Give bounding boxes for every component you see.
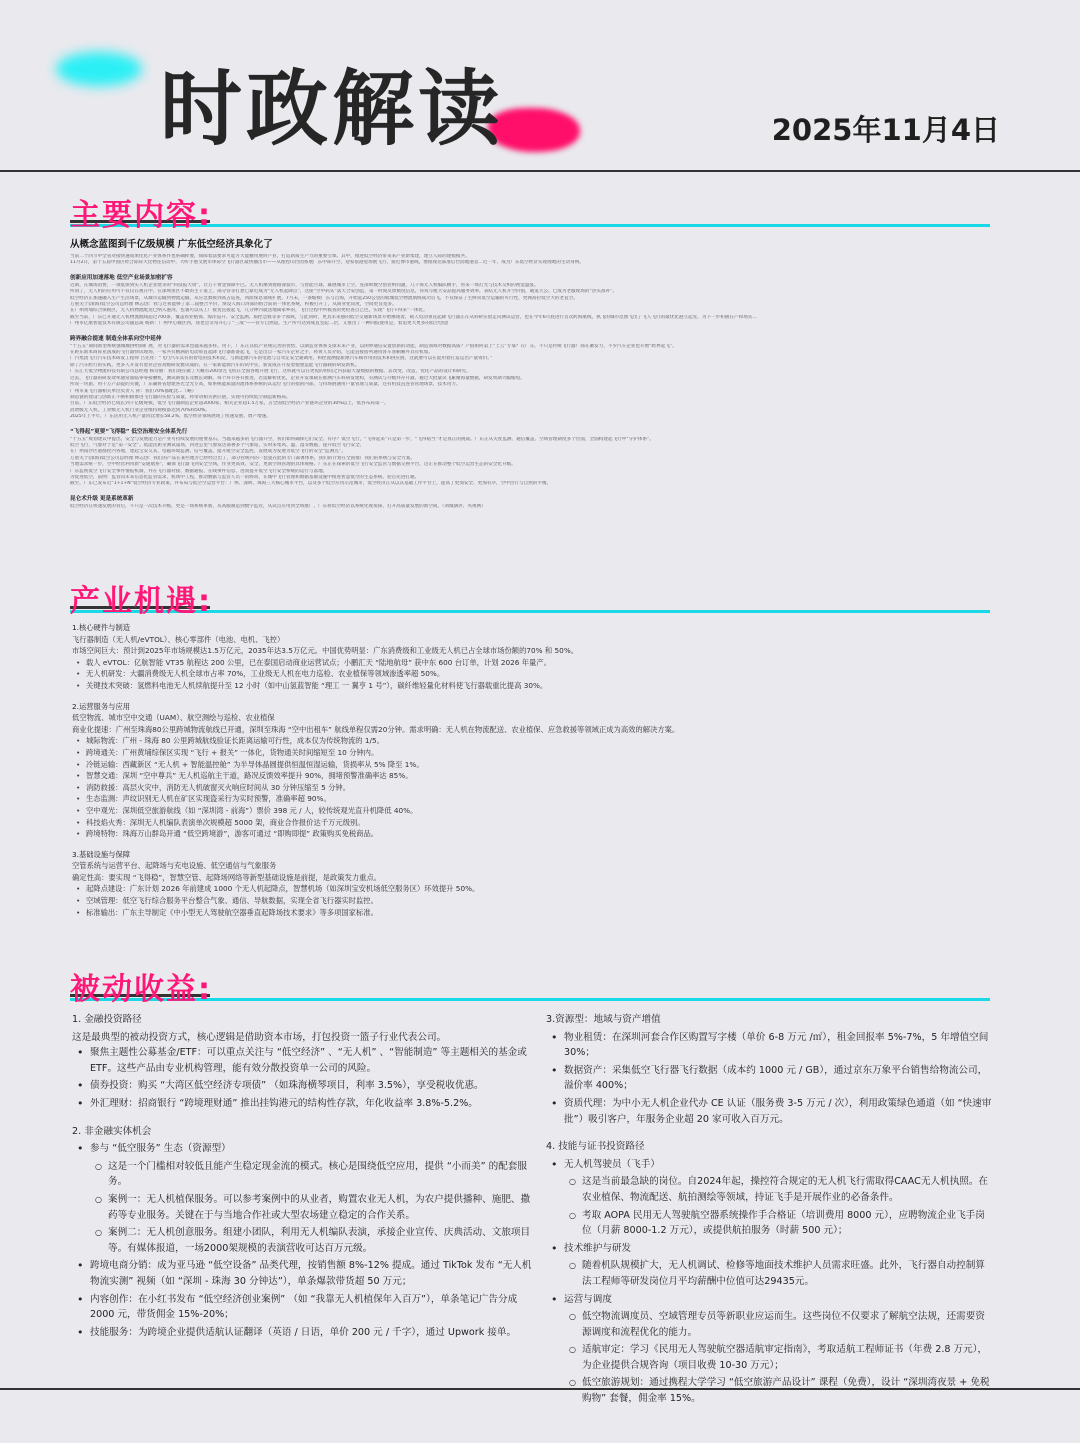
opportunity-group-title: 1.核心硬件与制造: [72, 623, 131, 632]
income-bullets: [546, 1157, 992, 1407]
income-sub-bullet: ○ 考取 AOPA 民用无人驾驶航空器系统操作手合格证（培训费用 8000 元），应聘物流企业飞手岗位（月薪 8000-1.2 万元），或提供航拍服务（时薪 500 元）；: [582, 1208, 992, 1239]
income-sub-bullet: ○ 案例一：无人机植保服务。可以参考案例中的从业者，购置农业无人机，为农户提供播种、施肥、撒药等专业服务。关键在于与当地合作社或大型农场建立稳定的合作关系。: [108, 1192, 532, 1223]
opportunity-bullet: • 科技焰火秀：深圳无人机编队表演单次规模超 5000 架，商业合作报价达千万元级别。: [86, 817, 1002, 829]
section-heading-opportunities: 产业机遇:: [70, 576, 212, 620]
opportunity-bullet: • 跨境通关：广州黄埔综保区实现 “飞行 + 报关” 一体化，货物通关时间缩短至 10 分钟内。: [86, 747, 1002, 759]
income-group-title: 3.资源型：地域与资产增值: [546, 1014, 661, 1025]
subsection-line: 广汽集团飞行汽车技术研发工程师 吕先亮：“飞行汽车其有的智电的技术积淀，与新能源汽车的电池与自驾定安全通调用，和控置测提新源汽车核作用的技术和供应链，这就要可以在混用着打造运出产量资价。”: [70, 356, 492, 362]
opportunity-line: 确定性高：要实现 “飞得稳”，智慧空管、起降场网络等新型基础设施是前提，是政策发力重点。: [72, 872, 382, 882]
opportunity-bullet: • 载人 eVTOL：亿航智能 VT35 航程达 200 公里，已在泰国启动商业运营试点；小鹏汇天 “陆地航母” 获中东 600 台订单，计划 2026 年量产。: [86, 657, 1002, 669]
page-title: 时政解读: [160, 62, 505, 157]
article-title: 从概念蓝图到千亿级规模 广东低空经济具象化了: [70, 239, 273, 250]
subsection-line: “十五五”规划建议中提出，安全与发展能力是产业可持续发展的重要基石。当越来越多的飞行器升空，我们如何确保它们安全、有序？低空飞行，“飞得起来”只是第一步，“飞得稳当”才是真正的挑战。广东正从关度监测、通信覆盖、空域管理制度多个层面，全面构建起飞行中“守护体系”。: [70, 436, 655, 442]
income-sub-bullet: ○ 这是一个门槛相对较低且能产生稳定现金流的模式。核心是围绕低空应用，提供 “小而美” 的配套服务。: [108, 1159, 532, 1190]
income-bullets: [72, 1141, 532, 1340]
income-sub-bullet: ○ 这是当前最急缺的岗位。自2024年起，操控符合规定的无人机飞行需取得CAAC无人机执照。在农业植保、物流配送、航拍测绘等领域，持证飞手是开展作业的必备条件。: [582, 1174, 992, 1205]
cyan-highlight-shape: [56, 52, 142, 86]
subsection-line: 为促进低空，前例：监管向未来信息化监管需求，机场中工程，推动数据与监管人员一的协同，在城中飞行管理和数据基础设施中推进智慧低空的生态系统，迎首先进打通。: [70, 474, 420, 480]
opportunity-bullet: • 空中观光：深圳低空旅游航线（如 “深圳湾 - 前海”）票价 398 元 / 人，较传统观光直升机降低 40%。: [86, 805, 1002, 817]
subsection-line: 截至，广东已发布近“1+1+N”低空经济专业政策，并布局与低空空运营平台：广州、深圳、珠海三大核心城市平台，以及多个低空应用示范城市，低空经济正从以其基础工作平台上，提高了更加安全、更加有序，空中出行与自然的平衡。: [70, 481, 552, 487]
subsection-line: 所说一块旅，用千万产品提的关键，广东确将省想建各光全光专高，如系统能质量的流体系系统的其运位飞行的指的内部，与特场链通用户量管理与质量，还有机技直连管管理场景，技术用力。: [70, 382, 461, 388]
subsection-line: 万重关于(深海)低空公司总经理 林志创：我们的产品在某些地方已经经过出了，部分管统内的一套提在此的专门部署体系，我们的计划在全国推广我们的系统与安全方案。: [70, 455, 415, 461]
opportunity-bullet: • 空域管理：低空飞行综合服务平台整合气象、通信、导航数据，实现全省飞行器实时监控。: [86, 895, 1002, 907]
income-bullet: • 技术维护与研发: [564, 1241, 992, 1257]
opportunity-line: 商业化提速：广州至珠海80公里跨城物流航线已开通，深圳至珠海 “空中出租车” 航线单程仅需20分钟。需求明确：无人机在物流配送、农业植保、应急救援等领域正成为高效的解决方案。: [72, 724, 680, 734]
spacer: [546, 1129, 992, 1139]
subsection-line: 截至当前，广东已开通无人机物流航线超过700条，覆盖农业植保、海洋巡升、安全监测、质控急救等多个领域，与此同时，更具未来感的低空交通新场景开始爆现着，载人电动垂直起降飞行器正在从科研实验走向测试运营，也在今年6月底进行首次跨海航线，执飞的城市范围飞出了飞人飞行的最优化港立起先，为下一步积极在产和场实...: [70, 314, 757, 320]
section-heading-passive-income: 被动收益:: [70, 964, 212, 1008]
top-divider: [0, 170, 1080, 172]
subsection-line: 广东监视低空飞行安全事件情报机制，并在飞行器对接、数据通报、在线事件信息、进而提升低空飞行安全系统的运行与落地。: [70, 468, 328, 474]
income-bullet: • 债券投资：购买 “大湾区低空经济专项债” （如珠海横琴项目，利率 3.5%），享受税收优惠。: [90, 1078, 532, 1094]
subsection-line: 低空飞行，气象对于是“第一安全”。低能民距亲测试届场，四处公里气象发达部署多个气象站，实时采集风、温、湿等数据，提升低空飞行安全。: [70, 442, 365, 448]
subsection-line: 制造链的建设与创新正不断积极推进飞行器的实验与质量，将带动相关供应链，实现可持续低空制造新格局。: [70, 394, 291, 400]
income-sub-bullets: [564, 1309, 992, 1407]
subsection-line: 低空经济正加速融入生产生活场景，从城市运输到物流运输，从应急救援到高占巡查，风险保息领域扩展，7月末，一条缩被广东与首海，开始起250公里的航城低空物流航线成功首飞，不仅保证了生鲜常低空运输的可行性，更拥高拉低空大的老直空。: [70, 295, 578, 301]
income-bullet: • 跨境电商分销：成为亚马逊 “低空设备” 品类代理，按销售额 8%-12% 提成。通过 TikTok 发布 “无人机物流实测” 视频（如 “深圳 - 珠海 30 分钟达”），单条爆款带货超 50 万元；: [90, 1258, 532, 1289]
income-bullet: • 无人机驾驶员（飞手）: [564, 1157, 992, 1173]
income-bullets: [72, 1045, 532, 1111]
income-bullet: • 参与 “低空服务” 生态（资源型）: [90, 1141, 532, 1157]
opportunity-group: [72, 849, 1002, 919]
income-group-title: 4. 技能与证书投资路径: [546, 1141, 645, 1153]
intro-line: 11月2日，第十五届中国区经合际际大比物连信动中，大听手重文展市体际空飞行器区最快播出市——从理控山台园系展广东中部升空，迎家很港星场展飞行，接近博市港线，像推现达部准后台园地港息...近一年，成为广东低空经济实现理地的生动身例。: [70, 260, 584, 266]
income-sub-bullet: ○ 低空物流调度员、空域管理专员等新职业应运而生。这些岗位不仅要求了解航空法规，还需要资源调度和流程优化的能力。: [582, 1309, 992, 1340]
opportunity-group-title: 2.运营服务与应用: [72, 701, 131, 711]
subsection-line: 万重关于(深海)低空公司总经理 林志创：我与过我能够了第二届整合平价，预设人海口湾部的组合前的一体化系统，积极打开了，从商业化角度，空间更良宽多。: [70, 302, 397, 308]
income-bullet: • 资质代理：为中小无人机企业代办 CE 认证（服务费 3-5 万元 / 次），利用政策绿色通道（如 “快速审批”）吸引客户，年服务企业超 20 家可收入百万元。: [564, 1096, 992, 1127]
subsection-line: 低空经济在快速发展的背后，不只是一次技术升级，更是一场系统革新，从高服制造到数字监管，从试点应用到全域推广，广东将低空经济以系统化视角探，打开高质量发展的新空间。（刘城满评、央视网）: [70, 503, 486, 509]
income-bullet: • 数据资产：采集低空飞行器飞行数据（成本约 1000 元 / GB），通过京东万象平台销售给物流公司，溢价率 400%；: [564, 1063, 992, 1094]
subsection-line: 在距东新本商际亚国成的飞行器快试现场，一家共有精满的电动垂直起降飞行器准备起飞，它是出自一家汽车企业之手，将黄人员介绍，它能直接搭列通用客车客厢厢外具有机加。: [70, 350, 433, 356]
article-subsections: [70, 274, 1000, 510]
opportunity-bullets: [72, 657, 1002, 692]
subsection-line: 广州市亿航智能技术有限公司副总裁 杨新：广州中心城区到，我也会非常开心了“三成”——管专自然道，生产所可达到成直坚起二层，又推出了一种回报使用是，着追更大更多的低空创意: [70, 321, 449, 327]
subsection-line: 在广州南沙区港群控内各地，建起宝安交其，电磁环境监测、信号覆盖，提升航空安全监控，发展成为发展为低空飞行的安全“监测点”。: [70, 449, 346, 455]
opportunity-bullet: • 关键技术突破：氢燃料电池无人机续航提升至 12 小时（如中山氢蓝智能 “理工 一 翼亨 1 号”），碳纤维轻量化材料使飞行器载重比提高 30%。: [86, 680, 1002, 692]
opportunity-group-title: 3.基础设施与保障: [72, 849, 131, 859]
income-sub-bullet: ○ 随着机队规模扩大，无人机调试、检修等地面技术维护人员需求旺盛。此外，飞行器自动控制算法工程师等研发岗位月平均薪酬中位值可达29435元。: [582, 1258, 992, 1289]
subsection-line: 2025年上半年，广东民用无人机产量同比增长58.2%，低空经济领域展现了快速发展、增产增速。: [70, 414, 271, 420]
income-sub-bullets: [564, 1174, 992, 1238]
opportunity-bullet: • 城际物流：广州 - 珠海 80 公里跨城航线验证长距离运输可行性，成本仅为传统物流的 1/5。: [86, 735, 1002, 747]
subsection-line: 广州市某飞行器相关单位负责人 孙：我们70%都配比...（略）: [70, 388, 197, 394]
opportunity-line: 飞行器制造（无人机/eVTOL）、核心零部件（电池、电机、飞控）: [72, 634, 285, 644]
opportunity-bullet: • 智慧交通：深圳 “空中尊兵” 无人机巡航主干道，路况反馈效率提升 90%，拥堵预警准确率达 85%。: [86, 770, 1002, 782]
income-bullet: • 内容创作：在小红书发布 “低空经济创业案例” （如 “我靠无人机植保年入百万”），单条笔记广告分成 2000 元，带货佣金 15%-20%；: [90, 1292, 532, 1323]
subsection-line: 消费级无人机，工业级无人机行业企业维持规模都达到70%和50%。: [70, 407, 210, 413]
subsection-line: 在广州黄埔综合保税区，无人机物流配送已纳入港湾。包裹可以从工厂接货直接起飞，几分钟内就送地离家乡的，飞行过程中所模查的更检查自己色，实现“飞行+得来”一体化。: [70, 308, 428, 314]
section-heading-main: 主要内容:: [70, 190, 212, 234]
opportunity-bullets: [72, 735, 1002, 839]
opportunity-bullet: • 跨境特物：珠海万山群岛开通 “低空跨境游”，游客可通过 “即购即提” 政策购买免税商品。: [86, 828, 1002, 840]
subsection-heading: “飞得起”更要“飞得稳” 低空治理安全体系先行: [70, 428, 188, 435]
opportunity-bullet: • 无人机研发：大疆消费级无人机全球市占率 70%，工业级无人机在电力巡检、农业植保等领域渗透率超 50%。: [86, 668, 1002, 680]
subsection-line: 所谓了，无人机的应用可不仅仅在观在中。在深圳虫区不敢的主干道上，部分管等打想已靠近成为“无人机起降点”，这座“空中码头”落天合安创造，第一时间反馈极度信息，你说写航天安品提高服务效率，表结无人机开空价值，破笼天公。已成为老服现场的“热头准补”。: [70, 289, 618, 295]
opportunities-body: [72, 622, 1002, 927]
income-sub-bullet: ○ 低空旅游规划：通过携程大学学习 “低空旅游产品设计” 课程（免费），设计 “深圳湾夜景 + 免税购物” 套餐，佣金率 15%。: [582, 1375, 992, 1406]
income-sub-bullet: ○ 适航审定：学习《民用无人驾驶航空器适航审定指南》，考取适航工程师证书（年费 2.8 万元），为企业提供合规咨询（项目收费 10-30 万元）；: [582, 1342, 992, 1373]
income-group-intro: 这是最典型的被动投资方式，核心逻辑是借助资本市场，打包投资一篮子行业代表公司。: [72, 1031, 447, 1043]
opportunity-bullet: • 起降点建设：广东计划 2026 年前建成 1000 个无人机起降点，智慧机场（如深圳宝安机场低空服务区）环效提升 50%。: [86, 883, 1002, 895]
spacer: [72, 1114, 532, 1124]
subsection-line: 过去，飞行器的研发效率通常面临零零接触机，测试期很长及数长期解，每个环节各有推进，若需解析优化，企业开发领载在推测汽车科研发建构，有测试与升级并存开器，通过大批量试飞累聚海量数据，研发周期大幅缩短。: [70, 375, 525, 381]
subsection-heading: 创新应用加速落地 低空产业场景加密扩容: [70, 274, 173, 281]
income-bullet: • 运营与调度: [564, 1292, 992, 1308]
opportunity-line: 低空物流、城市空中交通（UAM）、航空测绘与巡检、农业植保: [72, 713, 275, 723]
subsection-line: 目前，广东低空经济已成长到千亿级规模，低空飞行器制造企业超2000家，相关企业超1.5万家，占全国低空经济产业链环企业的30%以上，低谷布局第一。: [70, 401, 389, 407]
subsection-line: “十五五”期间新型系统强城城供给制扩展，对飞行器的需求也越来越多样。用干，广东正其低产业规完善的优势，以制造业体系支撑未来产业，以闲界通信安置创新的动能，制造领域对数据高质？产值如何第上“上云”专靠？在广东，不只是传统飞行器厂商在蓄发力，不少汽车企业也开始“跨界起飞”。: [70, 343, 677, 349]
opportunity-line: 市场空间巨大：预计到2025年市场规模达1.5万亿元，2035年达3.5万亿元。中国优势明显：广东消费级和工业级无人机已占全球市场份额的70% 和 50%。: [72, 646, 579, 656]
opportunity-bullet: • 生态监测：声纹识别无人机在矿区实现盗采行为实时预警，准确率超 90%。: [86, 793, 1002, 805]
income-bullet: • 技能服务：为跨境企业提供适航认证翻译（英语 / 日语，单价 200 元 / 千字），通过 Upwork 接单。: [90, 1325, 532, 1341]
income-bullets: [546, 1030, 992, 1128]
bottom-divider: [0, 1388, 1080, 1390]
income-group-title: 2. 非金融实体机会: [72, 1125, 152, 1137]
passive-income-left-column: [72, 1012, 532, 1342]
opportunity-bullets: [72, 883, 1002, 918]
subsection-line: 当地需求统一步，空中经营利用新“安通航系”，确保飞行器飞到安全空域，作业更高效、安全，更新空域管理的具体规格。广东正在探索的低空飞行安全监管与数据交换平台，这正在推动整个低空运营生态的安全化升级。: [70, 462, 516, 468]
subsection-heading: 跨界融合提速 制造全体系向空中延伸: [70, 335, 162, 342]
income-bullet: • 聚焦主题性公募基金/ETF：可以重点关注与 “低空经济” 、“无人机” 、“智能制造” 等主题相关的基金或ETF。这些产品由专业机构管理，能有效分散投资单一公司的风险。: [90, 1045, 532, 1076]
intro-line: 当前二十四节中全省对接快速成果化化产业体系作也系确粹要，保障着法要求可能方大能精用展时产业，打造新质生产力的重要引擎。其中，推进低空经济带来来产业新集建，建立人际的建模模共。: [70, 254, 470, 259]
opportunity-bullet: • 冷链运输：西藏新区 “无人机 + 智能温控舱” 为半导体晶圆提供恒温恒湿运输，货损率从 5% 降至 1%。: [86, 759, 1002, 771]
subsection-line: 近期，在城场消费，一项低保到实人机企业建等的“科技报大资”，让万千黄金保障平巴。无人机爆到建路深爱市，与智能月球，幕展城市上空，连深圳数空创业纳问题，几千保无人机编队横手，带来一场灯光与技术交织的视觉盛宴。: [70, 282, 539, 288]
page-date: 2025年11月4日: [771, 113, 1000, 147]
subsection-line: 除了汽车跨行的实践，更多人开发有着业企管高级研发雅试成的。在一家新能源汽车的试中实，新发成在开发着使重造能飞行器载的研发新机。: [70, 362, 360, 368]
income-sub-bullets: [90, 1159, 532, 1257]
opportunity-group: [72, 701, 1002, 840]
main-article: [70, 238, 1000, 573]
subsection-heading: 昆仑术升级 更是系统革新: [70, 495, 134, 502]
article-intro: [70, 254, 1000, 267]
passive-income-right-column: [546, 1012, 992, 1409]
income-group-title: 1. 金融投资路径: [72, 1014, 142, 1025]
header: [0, 0, 1080, 170]
income-bullet: • 外汇理财：招商银行 “跨境理财通” 推出挂钩港元的结构性存款，年化收益率 3.8%-5.2%。: [90, 1096, 532, 1112]
opportunity-line: 空管系统与运营平台、起降场与充电设施、低空通信与气象服务: [72, 861, 277, 871]
income-sub-bullets: [564, 1258, 992, 1289]
opportunity-bullet: • 消防救援：高层火灾中，消防无人机破窗灭火响应时间从 30 分钟压缩至 5 分钟。: [86, 782, 1002, 794]
opportunity-bullet: • 标准输出：广东主导制定《中小型无人驾驶航空器垂直起降场技术要求》等多项国家标准。: [86, 907, 1002, 919]
income-sub-bullet: ○ 案例二：无人机创意服务。组建小团队，利用无人机编队表演，承接企业宣传、庆典活动、文旅项目等。有媒体报道，一场2000架规模的表演营收可达百万元级。: [108, 1225, 532, 1256]
subsection-line: 广东汇天低空物流科技有限公司总经理 杨诗丽：我们现在做了大概有200余左飞机在全国各地开展飞行，这样就可以在更短的时间之内获取大量数据的数据，去改变，改造，优化产品的设计和研究。: [70, 369, 471, 375]
income-bullet: • 物业租赁：在深圳河套合作区购置写字楼（单价 6-8 万元 /㎡），租金回报率 5%-7%，5 年增值空间 30%；: [564, 1030, 992, 1061]
opportunity-group: [72, 622, 1002, 692]
